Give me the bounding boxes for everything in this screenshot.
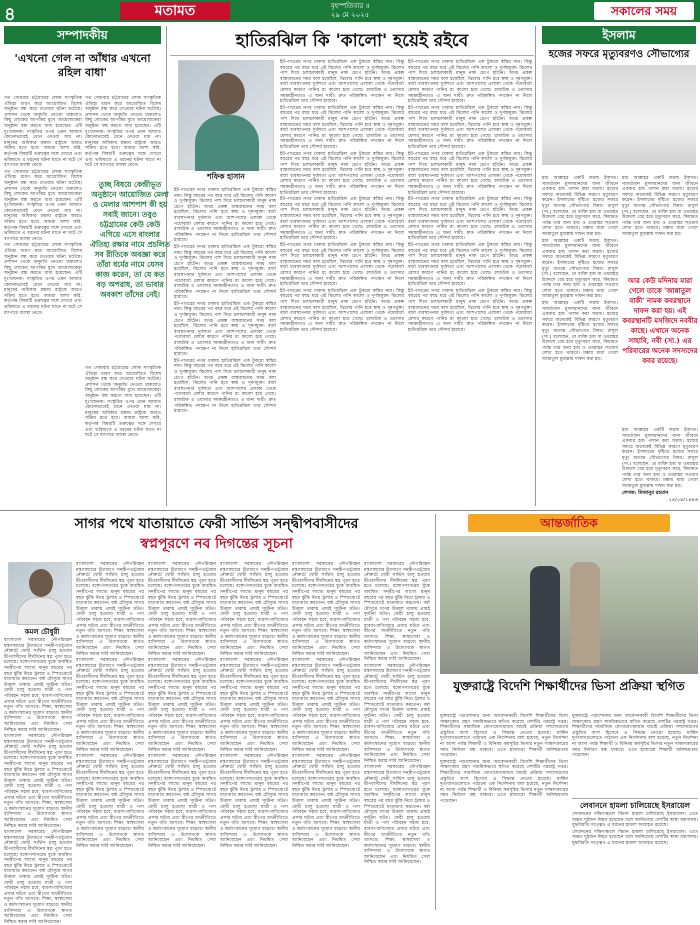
feature-text-13: ইট-পাথরের নগর ঢাকায় হাতিরঝিল এক টুকরো স্বস্তির নাম। কিন্তু বছরের পর বছর ধরে এই ঝিলের পানি কালো ও দুর্গন্ধযুক্ত। ঝিলের পাশ দিয়ে চলাচলকারী মানুষ নাক চেপে হাঁটেন। অথচ প্রকল্প বাস্তবায়নের সময় বলা হয়েছিল, ঝিলের পানি হবে স্বচ্ছ ও দূষণমুক্ত। বর্জ্য ব্যবস্থাপনার দুর্বলতা এবং আশপাশের এলাকা থেকে পয়োবর্জ্য মেশার কারণে পানির রং কালো হয়ে গেছে। রাজউক ও ওয়াসার সমন্বয়হীনতাও এ জন্য দায়ী। দ্রুত পরিকল্পিত পদক্ষেপ না নিলে হাতিরঝিল তার সৌন্দর্য হারাবে। [174,188,276,244]
ferry-text-2: বাংলাদেশ সরকারের নৌপরিবহন মন্ত্রণালয়ের উদ্যোগে সন্দ্বীপ-চট্টগ্রাম নৌরুটে ফেরী সার্ভিস চালু হওয়ায় দ্বীপবাসীদের দীর্ঘদিনের স্বপ্ন পূরণ হতে চলেছে। বঙ্গোপসাগরের বুকে অবস্থিত সন্দ্বীপের লাখো মানুষ বছরের পর বছর ঝুঁকি নিয়ে ট্রলার ও স্পিডবোটে যাতায়াত করতেন। বর্ষা মৌসুমে সাগর উত্তাল থাকায় প্রায়ই দুর্ঘটনা ঘটত। ফেরী চালু হওয়ায় যাত্রী ও পণ্য পরিবহন সহজ হবে, ব্যবসা-বাণিজ্যের প্রসার ঘটবে এবং দ্বীপের অর্থনীতিতে নতুন গতি আসবে। শিক্ষা, স্বাস্থ্যসেবা ও কর্মসংস্থানের সুযোগ বাড়বে। স্থানীয় বাসিন্দারা এ উদ্যোগকে স্বাগত জানিয়েছেন এবং নিয়মিত সেবা নিশ্চিত করার দাবি জানিয়েছেন। [4,734,72,829]
feature-text-16: ইট-পাথরের নগর ঢাকায় হাতিরঝিল এক টুকরো স্বস্তির নাম। কিন্তু বছরের পর বছর ধরে এই ঝিলের পানি কালো ও দুর্গন্ধযুক্ত। ঝিলের পাশ দিয়ে চলাচলকারী মানুষ নাক চেপে হাঁটেন। অথচ প্রকল্প বাস্তবায়নের সময় বলা হয়েছিল, ঝিলের পানি হবে স্বচ্ছ ও দূষণমুক্ত। বর্জ্য ব্যবস্থাপনার দুর্বলতা এবং আশপাশের এলাকা থেকে পয়োবর্জ্য মেশার কারণে পানির রং কালো হয়ে গেছে। রাজউক ও ওয়াসার সমন্বয়হীনতাও এ জন্য দায়ী। দ্রুত পরিকল্পিত পদক্ষেপ না নিলে হাতিরঝিল তার সৌন্দর্য হারাবে। [174,358,276,415]
editorial-body-left [4,96,82,504]
international-headline: যুক্তরাষ্ট্রে বিদেশি শিক্ষার্থীদের ভিসা প্রক্রিয়া স্থগিত [453,679,685,693]
feature-text-12: ইট-পাথরের নগর ঢাকায় হাতিরঝিল এক টুকরো স্বস্তির নাম। কিন্তু বছরের পর বছর ধরে এই ঝিলের পানি কালো ও দুর্গন্ধযুক্ত। ঝিলের পাশ দিয়ে চলাচলকারী মানুষ নাক চেপে হাঁটেন। অথচ প্রকল্প বাস্তবায়নের সময় বলা হয়েছিল, ঝিলের পানি হবে স্বচ্ছ ও দূষণমুক্ত। বর্জ্য ব্যবস্থাপনার দুর্বলতা এবং আশপাশের এলাকা থেকে পয়োবর্জ্য মেশার কারণে পানির রং কালো হয়ে গেছে। রাজউক ও ওয়াসার সমন্বয়হীনতাও এ জন্য দায়ী। দ্রুত পরিকল্পিত পদক্ষেপ না নিলে হাতিরঝিল তার সৌন্দর্য হারাবে। [408,288,532,333]
feature-text-3: ইট-পাথরের নগর ঢাকায় হাতিরঝিল এক টুকরো স্বস্তির নাম। কিন্তু বছরের পর বছর ধরে এই ঝিলের পানি কালো ও দুর্গন্ধযুক্ত। ঝিলের পাশ দিয়ে চলাচলকারী মানুষ নাক চেপে হাঁটেন। অথচ প্রকল্প বাস্তবায়নের সময় বলা হয়েছিল, ঝিলের পানি হবে স্বচ্ছ ও দূষণমুক্ত। বর্জ্য ব্যবস্থাপনার দুর্বলতা এবং আশপাশের এলাকা থেকে পয়োবর্জ্য মেশার কারণে পানির রং কালো হয়ে গেছে। রাজউক ও ওয়াসার সমন্বয়হীনতাও এ জন্য দায়ী। দ্রুত পরিকল্পিত পদক্ষেপ না নিলে হাতিরঝিল তার সৌন্দর্য হারাবে। [280,151,404,196]
islam-photo [542,65,696,165]
ferry-text-7: বাংলাদেশ সরকারের নৌপরিবহন মন্ত্রণালয়ের উদ্যোগে সন্দ্বীপ-চট্টগ্রাম নৌরুটে ফেরী সার্ভিস চালু হওয়ায় দ্বীপবাসীদের দীর্ঘদিনের স্বপ্ন পূরণ হতে চলেছে। বঙ্গোপসাগরের বুকে অবস্থিত সন্দ্বীপের লাখো মানুষ বছরের পর বছর ঝুঁকি নিয়ে ট্রলার ও স্পিডবোটে যাতায়াত করতেন। বর্ষা মৌসুমে সাগর উত্তাল থাকায় প্রায়ই দুর্ঘটনা ঘটত। ফেরী চালু হওয়ায় যাত্রী ও পণ্য পরিবহন সহজ হবে, ব্যবসা-বাণিজ্যের প্রসার ঘটবে এবং দ্বীপের অর্থনীতিতে নতুন গতি আসবে। শিক্ষা, স্বাস্থ্যসেবা ও কর্মসংস্থানের সুযোগ বাড়বে। স্থানীয় বাসিন্দারা এ উদ্যোগকে স্বাগত জানিয়েছেন এবং নিয়মিত সেবা নিশ্চিত করার দাবি জানিয়েছেন। [148,562,216,657]
international-text-1: যুক্তরাষ্ট্রে পড়াশোনার জন্য আবেদনকারী বিদেশি শিক্ষার্থীদের ভিসা সাক্ষাৎকার গ্রহণ সাময়িকভাবে স্থগিত করেছে দেশটির পররাষ্ট্র দপ্তর। শিক্ষার্থীদের সামাজিক যোগাযোগমাধ্যম যাচাই প্রক্রিয়া সম্প্রসারণের প্রস্তুতির অংশ হিসেবে এ সিদ্ধান্ত নেওয়া হয়েছে। মার্কিন দূতাবাসগুলোতে পাঠানো এক নির্দেশনায় বলা হয়েছে, নতুন নির্দেশনা না আসা পর্যন্ত শিক্ষার্থী ও বিনিময় কর্মসূচির ভিসার নতুন সাক্ষাৎকারের সময় নির্ধারণ বন্ধ থাকবে। এতে হাজারো শিক্ষার্থী অনিশ্চয়তায় পড়েছেন। [440,714,568,759]
author-shirt [195,115,259,171]
ferry-body-3 [220,562,288,908]
feature-body-2 [408,60,532,500]
ferry-text-11: বাংলাদেশ সরকারের নৌপরিবহন মন্ত্রণালয়ের উদ্যোগে সন্দ্বীপ-চট্টগ্রাম নৌরুটে ফেরী সার্ভিস চালু হওয়ায় দ্বীপবাসীদের দীর্ঘদিনের স্বপ্ন পূরণ হতে চলেছে। বঙ্গোপসাগরের বুকে অবস্থিত সন্দ্বীপের লাখো মানুষ বছরের পর বছর ঝুঁকি নিয়ে ট্রলার ও স্পিডবোটে যাতায়াত করতেন। বর্ষা মৌসুমে সাগর উত্তাল থাকায় প্রায়ই দুর্ঘটনা ঘটত। ফেরী চালু হওয়ায় যাত্রী ও পণ্য পরিবহন সহজ হবে, ব্যবসা-বাণিজ্যের প্রসার ঘটবে এবং দ্বীপের অর্থনীতিতে নতুন গতি আসবে। শিক্ষা, স্বাস্থ্যসেবা ও কর্মসংস্থানের সুযোগ বাড়বে। স্থানীয় বাসিন্দারা এ উদ্যোগকে স্বাগত জানিয়েছেন এবং নিয়মিত সেবা নিশ্চিত করার দাবি জানিয়েছেন। [220,658,288,753]
ferry-text-16: বাংলাদেশ সরকারের নৌপরিবহন মন্ত্রণালয়ের উদ্যোগে সন্দ্বীপ-চট্টগ্রাম নৌরুটে ফেরী সার্ভিস চালু হওয়ায় দ্বীপবাসীদের দীর্ঘদিনের স্বপ্ন পূরণ হতে চলেছে। বঙ্গোপসাগরের বুকে অবস্থিত সন্দ্বীপের লাখো মানুষ বছরের পর বছর ঝুঁকি নিয়ে ট্রলার ও স্পিডবোটে যাতায়াত করতেন। বর্ষা মৌসুমে সাগর উত্তাল থাকায় প্রায়ই দুর্ঘটনা ঘটত। ফেরী চালু হওয়ায় যাত্রী ও পণ্য পরিবহন সহজ হবে, ব্যবসা-বাণিজ্যের প্রসার ঘটবে এবং দ্বীপের অর্থনীতিতে নতুন গতি আসবে। শিক্ষা, স্বাস্থ্যসেবা ও কর্মসংস্থানের সুযোগ বাড়বে। স্থানীয় বাসিন্দারা এ উদ্যোগকে স্বাগত জানিয়েছেন এবং নিয়মিত সেবা নিশ্চিত করার দাবি জানিয়েছেন। [364,562,430,663]
islam-body-3 [622,428,698,488]
mid-divider [0,510,700,511]
ferry-headline: সাগর পথে যাতায়াতে ফেরী সার্ভিস সন্দ্বীপবাসীদের [74,516,359,532]
islam-text-3: হজ আল্লাহর একটি ফরজ ইবাদত। সামর্থ্যবান মুসলমানদের জন্য জীবনে একবার হজ পালন করা ফরজ। হজের সফরে অনেকেই বিভিন্ন কারণে মৃত্যুবরণ করেন। ইসলামের দৃষ্টিতে হজের সফরে মৃত্যু অত্যন্ত সৌভাগ্যের বিষয়। রাসুল (সা.) বলেছেন, যে ব্যক্তি হজ বা ওমরাহর উদ্দেশে বের হয়ে মৃত্যুবরণ করে, কিয়ামত পর্যন্ত তার জন্য হজ ও ওমরাহর সওয়াব লেখা হতে থাকবে। মক্কায় মারা গেলে জান্নাতুল মুয়াল্লায় দাফন করা হয়। [542,301,618,362]
islam-text-1: হজ আল্লাহর একটি ফরজ ইবাদত। সামর্থ্যবান মুসলমানদের জন্য জীবনে একবার হজ পালন করা ফরজ। হজের সফরে অনেকেই বিভিন্ন কারণে মৃত্যুবরণ করেন। ইসলামের দৃষ্টিতে হজের সফরে মৃত্যু অত্যন্ত সৌভাগ্যের বিষয়। রাসুল (সা.) বলেছেন, যে ব্যক্তি হজ বা ওমরাহর উদ্দেশে বের হয়ে মৃত্যুবরণ করে, কিয়ামত পর্যন্ত তার জন্য হজ ও ওমরাহর সওয়াব লেখা হতে থাকবে। মক্কায় মারা গেলে জান্নাতুল মুয়াল্লায় দাফন করা হয়। [542,176,618,237]
editorial-body-text-4: গত সোমবার চট্টগ্রামের লোক সাংস্কৃতিক ঐতিহ্য ধারণ করে আয়োজিত বিশেষ অনুষ্ঠান বন্ধ করে দেওয়ার ঘটনা ঘটেছে। প্রশাসন থেকে অনুমতি নেওয়া থাকলেও কিছু লোকের আপত্তির মুখে আয়োজকেরা অনুষ্ঠান বন্ধ করতে বাধ্য হয়েছেন। এটি দুঃখজনক। সংস্কৃতির ওপর এমন আঘাত কোনোভাবেই মেনে নেওয়া যায় না। মানুষের অধিকার রক্ষায় রাষ্ট্রকে আরও সক্রিয় হতে হবে। আমরা আশা করি, কর্তৃপক্ষ বিষয়টি গুরুত্বের সঙ্গে দেখবে এবং ভবিষ্যতে এ ধরনের ঘটনা যাতে না ঘটে সে ব্যাপারে ব্যবস্থা নেবে। [85,96,161,169]
editorial-body-right-bottom [85,366,161,504]
ferry-author-shirt [17,597,65,625]
islam-date: ২৪/০৪/১৪৪৬ [668,497,698,503]
ferry-text-1: বাংলাদেশ সরকারের নৌপরিবহন মন্ত্রণালয়ের উদ্যোগে সন্দ্বীপ-চট্টগ্রাম নৌরুটে ফেরী সার্ভিস চালু হওয়ায় দ্বীপবাসীদের দীর্ঘদিনের স্বপ্ন পূরণ হতে চলেছে। বঙ্গোপসাগরের বুকে অবস্থিত সন্দ্বীপের লাখো মানুষ বছরের পর বছর ঝুঁকি নিয়ে ট্রলার ও স্পিডবোটে যাতায়াত করতেন। বর্ষা মৌসুমে সাগর উত্তাল থাকায় প্রায়ই দুর্ঘটনা ঘটত। ফেরী চালু হওয়ায় যাত্রী ও পণ্য পরিবহন সহজ হবে, ব্যবসা-বাণিজ্যের প্রসার ঘটবে এবং দ্বীপের অর্থনীতিতে নতুন গতি আসবে। শিক্ষা, স্বাস্থ্যসেবা ও কর্মসংস্থানের সুযোগ বাড়বে। স্থানীয় বাসিন্দারা এ উদ্যোগকে স্বাগত জানিয়েছেন এবং নিয়মিত সেবা নিশ্চিত করার দাবি জানিয়েছেন। [4,638,72,733]
international-body-1 [440,714,568,908]
ferry-author: কমল চৌধুরী [24,627,60,636]
ferry-author-photo [8,562,72,624]
international-sub-text-2: লেবাননের দক্ষিণাঞ্চলে বিমান হামলা চালিয়েছে ইসরায়েল। এতে অন্তত দুইজন নিহত হয়েছেন বলে জানিয়েছে দেশটির স্বাস্থ্য মন্ত্রণালয়। যুদ্ধবিরতি সত্ত্বেও এ ধরনের হামলা অব্যাহত রয়েছে। [572,829,698,846]
ferry-body-2 [148,562,216,908]
ferry-text-4: বাংলাদেশ সরকারের নৌপরিবহন মন্ত্রণালয়ের উদ্যোগে সন্দ্বীপ-চট্টগ্রাম নৌরুটে ফেরী সার্ভিস চালু হওয়ায় দ্বীপবাসীদের দীর্ঘদিনের স্বপ্ন পূরণ হতে চলেছে। বঙ্গোপসাগরের বুকে অবস্থিত সন্দ্বীপের লাখো মানুষ বছরের পর বছর ঝুঁকি নিয়ে ট্রলার ও স্পিডবোটে যাতায়াত করতেন। বর্ষা মৌসুমে সাগর উত্তাল থাকায় প্রায়ই দুর্ঘটনা ঘটত। ফেরী চালু হওয়ায় যাত্রী ও পণ্য পরিবহন সহজ হবে, ব্যবসা-বাণিজ্যের প্রসার ঘটবে এবং দ্বীপের অর্থনীতিতে নতুন গতি আসবে। শিক্ষা, স্বাস্থ্যসেবা ও কর্মসংস্থানের সুযোগ বাড়বে। স্থানীয় বাসিন্দারা এ উদ্যোগকে স্বাগত জানিয়েছেন এবং নিয়মিত সেবা নিশ্চিত করার দাবি জানিয়েছেন। [76,562,144,657]
feature-text-2: ইট-পাথরের নগর ঢাকায় হাতিরঝিল এক টুকরো স্বস্তির নাম। কিন্তু বছরের পর বছর ধরে এই ঝিলের পানি কালো ও দুর্গন্ধযুক্ত। ঝিলের পাশ দিয়ে চলাচলকারী মানুষ নাক চেপে হাঁটেন। অথচ প্রকল্প বাস্তবায়নের সময় বলা হয়েছিল, ঝিলের পানি হবে স্বচ্ছ ও দূষণমুক্ত। বর্জ্য ব্যবস্থাপনার দুর্বলতা এবং আশপাশের এলাকা থেকে পয়োবর্জ্য মেশার কারণে পানির রং কালো হয়ে গেছে। রাজউক ও ওয়াসার সমন্বয়হীনতাও এ জন্য দায়ী। দ্রুত পরিকল্পিত পদক্ষেপ না নিলে হাতিরঝিল তার সৌন্দর্য হারাবে। [280,105,404,150]
feature-author: শফিক হাসান [207,172,245,181]
feature-text-5: ইট-পাথরের নগর ঢাকায় হাতিরঝিল এক টুকরো স্বস্তির নাম। কিন্তু বছরের পর বছর ধরে এই ঝিলের পানি কালো ও দুর্গন্ধযুক্ত। ঝিলের পাশ দিয়ে চলাচলকারী মানুষ নাক চেপে হাঁটেন। অথচ প্রকল্প বাস্তবায়নের সময় বলা হয়েছিল, ঝিলের পানি হবে স্বচ্ছ ও দূষণমুক্ত। বর্জ্য ব্যবস্থাপনার দুর্বলতা এবং আশপাশের এলাকা থেকে পয়োবর্জ্য মেশার কারণে পানির রং কালো হয়ে গেছে। রাজউক ও ওয়াসার সমন্বয়হীনতাও এ জন্য দায়ী। দ্রুত পরিকল্পিত পদক্ষেপ না নিলে হাতিরঝিল তার সৌন্দর্য হারাবে। [280,243,404,288]
editorial-body-text-2: গত সোমবার চট্টগ্রামের লোক সাংস্কৃতিক ঐতিহ্য ধারণ করে আয়োজিত বিশেষ অনুষ্ঠান বন্ধ করে দেওয়ার ঘটনা ঘটেছে। প্রশাসন থেকে অনুমতি নেওয়া থাকলেও কিছু লোকের আপত্তির মুখে আয়োজকেরা অনুষ্ঠান বন্ধ করতে বাধ্য হয়েছেন। এটি দুঃখজনক। সংস্কৃতির ওপর এমন আঘাত কোনোভাবেই মেনে নেওয়া যায় না। মানুষের অধিকার রক্ষায় রাষ্ট্রকে আরও সক্রিয় হতে হবে। আমরা আশা করি, কর্তৃপক্ষ বিষয়টি গুরুত্বের সঙ্গে দেখবে এবং ভবিষ্যতে এ ধরনের ঘটনা যাতে না ঘটে সে ব্যাপারে ব্যবস্থা নেবে। [4,169,82,242]
divider-ferry [435,514,436,910]
islam-section [538,26,700,506]
ferry-subheadline: স্বপ্নপূরণে নব দিগন্তের সূচনা [140,536,293,552]
page-number: ৪ [4,4,16,25]
feature-body-0 [174,188,276,500]
international-text-2: যুক্তরাষ্ট্রে পড়াশোনার জন্য আবেদনকারী বিদেশি শিক্ষার্থীদের ভিসা সাক্ষাৎকার গ্রহণ সাময়িকভাবে স্থগিত করেছে দেশটির পররাষ্ট্র দপ্তর। শিক্ষার্থীদের সামাজিক যোগাযোগমাধ্যম যাচাই প্রক্রিয়া সম্প্রসারণের প্রস্তুতির অংশ হিসেবে এ সিদ্ধান্ত নেওয়া হয়েছে। মার্কিন দূতাবাসগুলোতে পাঠানো এক নির্দেশনায় বলা হয়েছে, নতুন নির্দেশনা না আসা পর্যন্ত শিক্ষার্থী ও বিনিময় কর্মসূচির ভিসার নতুন সাক্ষাৎকারের সময় নির্ধারণ বন্ধ থাকবে। এতে হাজারো শিক্ষার্থী অনিশ্চয়তায় পড়েছেন। [440,759,568,804]
editorial-pull-quote-box [90,180,170,350]
masthead-logo [594,2,694,20]
ferry-body-0 [4,638,72,925]
editorial-headline: 'এখনো গেল না আঁধার এখনো রহিল বাধা' [14,52,151,79]
ferry-text-15: বাংলাদেশ সরকারের নৌপরিবহন মন্ত্রণালয়ের উদ্যোগে সন্দ্বীপ-চট্টগ্রাম নৌরুটে ফেরী সার্ভিস চালু হওয়ায় দ্বীপবাসীদের দীর্ঘদিনের স্বপ্ন পূরণ হতে চলেছে। বঙ্গোপসাগরের বুকে অবস্থিত সন্দ্বীপের লাখো মানুষ বছরের পর বছর ঝুঁকি নিয়ে ট্রলার ও স্পিডবোটে যাতায়াত করতেন। বর্ষা মৌসুমে সাগর উত্তাল থাকায় প্রায়ই দুর্ঘটনা ঘটত। ফেরী চালু হওয়ায় যাত্রী ও পণ্য পরিবহন সহজ হবে, ব্যবসা-বাণিজ্যের প্রসার ঘটবে এবং দ্বীপের অর্থনীতিতে নতুন গতি আসবে। শিক্ষা, স্বাস্থ্যসেবা ও কর্মসংস্থানের সুযোগ বাড়বে। স্থানীয় বাসিন্দারা এ উদ্যোগকে স্বাগত জানিয়েছেন এবং নিয়মিত সেবা নিশ্চিত করার দাবি জানিয়েছেন। [292,754,360,849]
ferry-body-4 [292,562,360,908]
editorial-body-text-5: গত সোমবার চট্টগ্রামের লোক সাংস্কৃতিক ঐতিহ্য ধারণ করে আয়োজিত বিশেষ অনুষ্ঠান বন্ধ করে দেওয়ার ঘটনা ঘটেছে। প্রশাসন থেকে অনুমতি নেওয়া থাকলেও কিছু লোকের আপত্তির মুখে আয়োজকেরা অনুষ্ঠান বন্ধ করতে বাধ্য হয়েছেন। এটি দুঃখজনক। সংস্কৃতির ওপর এমন আঘাত কোনোভাবেই মেনে নেওয়া যায় না। মানুষের অধিকার রক্ষায় রাষ্ট্রকে আরও সক্রিয় হতে হবে। আমরা আশা করি, কর্তৃপক্ষ বিষয়টি গুরুত্বের সঙ্গে দেখবে এবং ভবিষ্যতে এ ধরনের ঘটনা যাতে না ঘটে সে ব্যাপারে ব্যবস্থা নেবে। [85,366,161,439]
ferry-text-8: বাংলাদেশ সরকারের নৌপরিবহন মন্ত্রণালয়ের উদ্যোগে সন্দ্বীপ-চট্টগ্রাম নৌরুটে ফেরী সার্ভিস চালু হওয়ায় দ্বীপবাসীদের দীর্ঘদিনের স্বপ্ন পূরণ হতে চলেছে। বঙ্গোপসাগরের বুকে অবস্থিত সন্দ্বীপের লাখো মানুষ বছরের পর বছর ঝুঁকি নিয়ে ট্রলার ও স্পিডবোটে যাতায়াত করতেন। বর্ষা মৌসুমে সাগর উত্তাল থাকায় প্রায়ই দুর্ঘটনা ঘটত। ফেরী চালু হওয়ায় যাত্রী ও পণ্য পরিবহন সহজ হবে, ব্যবসা-বাণিজ্যের প্রসার ঘটবে এবং দ্বীপের অর্থনীতিতে নতুন গতি আসবে। শিক্ষা, স্বাস্থ্যসেবা ও কর্মসংস্থানের সুযোগ বাড়বে। স্থানীয় বাসিন্দারা এ উদ্যোগকে স্বাগত জানিয়েছেন এবং নিয়মিত সেবা নিশ্চিত করার দাবি জানিয়েছেন। [148,658,216,753]
international-title: আন্তর্জাতিক [540,516,598,530]
islam-pull-quote [622,276,698,426]
islam-text-2: হজ আল্লাহর একটি ফরজ ইবাদত। সামর্থ্যবান মুসলমানদের জন্য জীবনে একবার হজ পালন করা ফরজ। হজের সফরে অনেকেই বিভিন্ন কারণে মৃত্যুবরণ করেন। ইসলামের দৃষ্টিতে হজের সফরে মৃত্যু অত্যন্ত সৌভাগ্যের বিষয়। রাসুল (সা.) বলেছেন, যে ব্যক্তি হজ বা ওমরাহর উদ্দেশে বের হয়ে মৃত্যুবরণ করে, কিয়ামত পর্যন্ত তার জন্য হজ ও ওমরাহর সওয়াব লেখা হতে থাকবে। মক্কায় মারা গেলে জান্নাতুল মুয়াল্লায় দাফন করা হয়। [542,238,618,300]
ferry-author-face [29,569,53,597]
ferry-text-6: বাংলাদেশ সরকারের নৌপরিবহন মন্ত্রণালয়ের উদ্যোগে সন্দ্বীপ-চট্টগ্রাম নৌরুটে ফেরী সার্ভিস চালু হওয়ায় দ্বীপবাসীদের দীর্ঘদিনের স্বপ্ন পূরণ হতে চলেছে। বঙ্গোপসাগরের বুকে অবস্থিত সন্দ্বীপের লাখো মানুষ বছরের পর বছর ঝুঁকি নিয়ে ট্রলার ও স্পিডবোটে যাতায়াত করতেন। বর্ষা মৌসুমে সাগর উত্তাল থাকায় প্রায়ই দুর্ঘটনা ঘটত। ফেরী চালু হওয়ায় যাত্রী ও পণ্য পরিবহন সহজ হবে, ব্যবসা-বাণিজ্যের প্রসার ঘটবে এবং দ্বীপের অর্থনীতিতে নতুন গতি আসবে। শিক্ষা, স্বাস্থ্যসেবা ও কর্মসংস্থানের সুযোগ বাড়বে। স্থানীয় বাসিন্দারা এ উদ্যোগকে স্বাগত জানিয়েছেন এবং নিয়মিত সেবা নিশ্চিত করার দাবি জানিয়েছেন। [76,754,144,849]
divider-feature [535,26,536,506]
ferry-body-5 [364,562,430,908]
ferry-text-12: বাংলাদেশ সরকারের নৌপরিবহন মন্ত্রণালয়ের উদ্যোগে সন্দ্বীপ-চট্টগ্রাম নৌরুটে ফেরী সার্ভিস চালু হওয়ায় দ্বীপবাসীদের দীর্ঘদিনের স্বপ্ন পূরণ হতে চলেছে। বঙ্গোপসাগরের বুকে অবস্থিত সন্দ্বীপের লাখো মানুষ বছরের পর বছর ঝুঁকি নিয়ে ট্রলার ও স্পিডবোটে যাতায়াত করতেন। বর্ষা মৌসুমে সাগর উত্তাল থাকায় প্রায়ই দুর্ঘটনা ঘটত। ফেরী চালু হওয়ায় যাত্রী ও পণ্য পরিবহন সহজ হবে, ব্যবসা-বাণিজ্যের প্রসার ঘটবে এবং দ্বীপের অর্থনীতিতে নতুন গতি আসবে। শিক্ষা, স্বাস্থ্যসেবা ও কর্মসংস্থানের সুযোগ বাড়বে। স্থানীয় বাসিন্দারা এ উদ্যোগকে স্বাগত জানিয়েছেন এবং নিয়মিত সেবা নিশ্চিত করার দাবি জানিয়েছেন। [220,754,288,849]
ferry-section [0,514,433,925]
editorial-title-bar [4,26,161,44]
international-sub-text-1: লেবাননের দক্ষিণাঞ্চলে বিমান হামলা চালিয়েছে ইসরায়েল। এতে অন্তত দুইজন নিহত হয়েছেন বলে জানিয়েছে দেশটির স্বাস্থ্য মন্ত্রণালয়। যুদ্ধবিরতি সত্ত্বেও এ ধরনের হামলা অব্যাহত রয়েছে। [572,812,698,829]
islam-body-2 [622,176,698,276]
editorial-title: সম্পাদকীয় [57,28,108,42]
islam-title: ইসলাম [602,28,636,42]
feature-text-14: ইট-পাথরের নগর ঢাকায় হাতিরঝিল এক টুকরো স্বস্তির নাম। কিন্তু বছরের পর বছর ধরে এই ঝিলের পানি কালো ও দুর্গন্ধযুক্ত। ঝিলের পাশ দিয়ে চলাচলকারী মানুষ নাক চেপে হাঁটেন। অথচ প্রকল্প বাস্তবায়নের সময় বলা হয়েছিল, ঝিলের পানি হবে স্বচ্ছ ও দূষণমুক্ত। বর্জ্য ব্যবস্থাপনার দুর্বলতা এবং আশপাশের এলাকা থেকে পয়োবর্জ্য মেশার কারণে পানির রং কালো হয়ে গেছে। রাজউক ও ওয়াসার সমন্বয়হীনতাও এ জন্য দায়ী। দ্রুত পরিকল্পিত পদক্ষেপ না নিলে হাতিরঝিল তার সৌন্দর্য হারাবে। [174,244,276,301]
feature-text-8: ইট-পাথরের নগর ঢাকায় হাতিরঝিল এক টুকরো স্বস্তির নাম। কিন্তু বছরের পর বছর ধরে এই ঝিলের পানি কালো ও দুর্গন্ধযুক্ত। ঝিলের পাশ দিয়ে চলাচলকারী মানুষ নাক চেপে হাঁটেন। অথচ প্রকল্প বাস্তবায়নের সময় বলা হয়েছিল, ঝিলের পানি হবে স্বচ্ছ ও দূষণমুক্ত। বর্জ্য ব্যবস্থাপনার দুর্বলতা এবং আশপাশের এলাকা থেকে পয়োবর্জ্য মেশার কারণে পানির রং কালো হয়ে গেছে। রাজউক ও ওয়াসার সমন্বয়হীনতাও এ জন্য দায়ী। দ্রুত পরিকল্পিত পদক্ষেপ না নিলে হাতিরঝিল তার সৌন্দর্য হারাবে। [408,105,532,150]
ferry-text-5: বাংলাদেশ সরকারের নৌপরিবহন মন্ত্রণালয়ের উদ্যোগে সন্দ্বীপ-চট্টগ্রাম নৌরুটে ফেরী সার্ভিস চালু হওয়ায় দ্বীপবাসীদের দীর্ঘদিনের স্বপ্ন পূরণ হতে চলেছে। বঙ্গোপসাগরের বুকে অবস্থিত সন্দ্বীপের লাখো মানুষ বছরের পর বছর ঝুঁকি নিয়ে ট্রলার ও স্পিডবোটে যাতায়াত করতেন। বর্ষা মৌসুমে সাগর উত্তাল থাকায় প্রায়ই দুর্ঘটনা ঘটত। ফেরী চালু হওয়ায় যাত্রী ও পণ্য পরিবহন সহজ হবে, ব্যবসা-বাণিজ্যের প্রসার ঘটবে এবং দ্বীপের অর্থনীতিতে নতুন গতি আসবে। শিক্ষা, স্বাস্থ্যসেবা ও কর্মসংস্থানের সুযোগ বাড়বে। স্থানীয় বাসিন্দারা এ উদ্যোগকে স্বাগত জানিয়েছেন এবং নিয়মিত সেবা নিশ্চিত করার দাবি জানিয়েছেন। [76,658,144,753]
feature-text-6: ইট-পাথরের নগর ঢাকায় হাতিরঝিল এক টুকরো স্বস্তির নাম। কিন্তু বছরের পর বছর ধরে এই ঝিলের পানি কালো ও দুর্গন্ধযুক্ত। ঝিলের পাশ দিয়ে চলাচলকারী মানুষ নাক চেপে হাঁটেন। অথচ প্রকল্প বাস্তবায়নের সময় বলা হয়েছিল, ঝিলের পানি হবে স্বচ্ছ ও দূষণমুক্ত। বর্জ্য ব্যবস্থাপনার দুর্বলতা এবং আশপাশের এলাকা থেকে পয়োবর্জ্য মেশার কারণে পানির রং কালো হয়ে গেছে। রাজউক ও ওয়াসার সমন্বয়হীনতাও এ জন্য দায়ী। দ্রুত পরিকল্পিত পদক্ষেপ না নিলে হাতিরঝিল তার সৌন্দর্য হারাবে। [280,288,404,333]
feature-text-15: ইট-পাথরের নগর ঢাকায় হাতিরঝিল এক টুকরো স্বস্তির নাম। কিন্তু বছরের পর বছর ধরে এই ঝিলের পানি কালো ও দুর্গন্ধযুক্ত। ঝিলের পাশ দিয়ে চলাচলকারী মানুষ নাক চেপে হাঁটেন। অথচ প্রকল্প বাস্তবায়নের সময় বলা হয়েছিল, ঝিলের পানি হবে স্বচ্ছ ও দূষণমুক্ত। বর্জ্য ব্যবস্থাপনার দুর্বলতা এবং আশপাশের এলাকা থেকে পয়োবর্জ্য মেশার কারণে পানির রং কালো হয়ে গেছে। রাজউক ও ওয়াসার সমন্বয়হীনতাও এ জন্য দায়ী। দ্রুত পরিকল্পিত পদক্ষেপ না নিলে হাতিরঝিল তার সৌন্দর্য হারাবে। [174,301,276,358]
islam-text-4: হজ আল্লাহর একটি ফরজ ইবাদত। সামর্থ্যবান মুসলমানদের জন্য জীবনে একবার হজ পালন করা ফরজ। হজের সফরে অনেকেই বিভিন্ন কারণে মৃত্যুবরণ করেন। ইসলামের দৃষ্টিতে হজের সফরে মৃত্যু অত্যন্ত সৌভাগ্যের বিষয়। রাসুল (সা.) বলেছেন, যে ব্যক্তি হজ বা ওমরাহর উদ্দেশে বের হয়ে মৃত্যুবরণ করে, কিয়ামত পর্যন্ত তার জন্য হজ ও ওমরাহর সওয়াব লেখা হতে থাকবে। মক্কায় মারা গেলে জান্নাতুল মুয়াল্লায় দাফন করা হয়। [622,176,698,237]
editorial-body-text-3: গত সোমবার চট্টগ্রামের লোক সাংস্কৃতিক ঐতিহ্য ধারণ করে আয়োজিত বিশেষ অনুষ্ঠান বন্ধ করে দেওয়ার ঘটনা ঘটেছে। প্রশাসন থেকে অনুমতি নেওয়া থাকলেও কিছু লোকের আপত্তির মুখে আয়োজকেরা অনুষ্ঠান বন্ধ করতে বাধ্য হয়েছেন। এটি দুঃখজনক। সংস্কৃতির ওপর এমন আঘাত কোনোভাবেই মেনে নেওয়া যায় না। মানুষের অধিকার রক্ষায় রাষ্ট্রকে আরও সক্রিয় হতে হবে। আমরা আশা করি, কর্তৃপক্ষ বিষয়টি গুরুত্বের সঙ্গে দেখবে এবং ভবিষ্যতে এ ধরনের ঘটনা যাতে না ঘটে সে ব্যাপারে ব্যবস্থা নেবে। [4,243,82,316]
ferry-body-1 [76,562,144,908]
feature-text-9: ইট-পাথরের নগর ঢাকায় হাতিরঝিল এক টুকরো স্বস্তির নাম। কিন্তু বছরের পর বছর ধরে এই ঝিলের পানি কালো ও দুর্গন্ধযুক্ত। ঝিলের পাশ দিয়ে চলাচলকারী মানুষ নাক চেপে হাঁটেন। অথচ প্রকল্প বাস্তবায়নের সময় বলা হয়েছিল, ঝিলের পানি হবে স্বচ্ছ ও দূষণমুক্ত। বর্জ্য ব্যবস্থাপনার দুর্বলতা এবং আশপাশের এলাকা থেকে পয়োবর্জ্য মেশার কারণে পানির রং কালো হয়ে গেছে। রাজউক ও ওয়াসার সমন্বয়হীনতাও এ জন্য দায়ী। দ্রুত পরিকল্পিত পদক্ষেপ না নিলে হাতিরঝিল তার সৌন্দর্য হারাবে। [408,151,532,196]
islam-text-5: হজ আল্লাহর একটি ফরজ ইবাদত। সামর্থ্যবান মুসলমানদের জন্য জীবনে একবার হজ পালন করা ফরজ। হজের সফরে অনেকেই বিভিন্ন কারণে মৃত্যুবরণ করেন। ইসলামের দৃষ্টিতে হজের সফরে মৃত্যু অত্যন্ত সৌভাগ্যের বিষয়। রাসুল (সা.) বলেছেন, যে ব্যক্তি হজ বা ওমরাহর উদ্দেশে বের হয়ে মৃত্যুবরণ করে, কিয়ামত পর্যন্ত তার জন্য হজ ও ওমরাহর সওয়াব লেখা হতে থাকবে। মক্কায় মারা গেলে জান্নাতুল মুয়াল্লায় দাফন করা হয়। [622,428,698,489]
islam-title-bar [542,26,696,44]
international-sub-body [572,812,698,908]
ferry-text-13: বাংলাদেশ সরকারের নৌপরিবহন মন্ত্রণালয়ের উদ্যোগে সন্দ্বীপ-চট্টগ্রাম নৌরুটে ফেরী সার্ভিস চালু হওয়ায় দ্বীপবাসীদের দীর্ঘদিনের স্বপ্ন পূরণ হতে চলেছে। বঙ্গোপসাগরের বুকে অবস্থিত সন্দ্বীপের লাখো মানুষ বছরের পর বছর ঝুঁকি নিয়ে ট্রলার ও স্পিডবোটে যাতায়াত করতেন। বর্ষা মৌসুমে সাগর উত্তাল থাকায় প্রায়ই দুর্ঘটনা ঘটত। ফেরী চালু হওয়ায় যাত্রী ও পণ্য পরিবহন সহজ হবে, ব্যবসা-বাণিজ্যের প্রসার ঘটবে এবং দ্বীপের অর্থনীতিতে নতুন গতি আসবে। শিক্ষা, স্বাস্থ্যসেবা ও কর্মসংস্থানের সুযোগ বাড়বে। স্থানীয় বাসিন্দারা এ উদ্যোগকে স্বাগত জানিয়েছেন এবং নিয়মিত সেবা নিশ্চিত করার দাবি জানিয়েছেন। [292,562,360,657]
ferry-text-18: বাংলাদেশ সরকারের নৌপরিবহন মন্ত্রণালয়ের উদ্যোগে সন্দ্বীপ-চট্টগ্রাম নৌরুটে ফেরী সার্ভিস চালু হওয়ায় দ্বীপবাসীদের দীর্ঘদিনের স্বপ্ন পূরণ হতে চলেছে। বঙ্গোপসাগরের বুকে অবস্থিত সন্দ্বীপের লাখো মানুষ বছরের পর বছর ঝুঁকি নিয়ে ট্রলার ও স্পিডবোটে যাতায়াত করতেন। বর্ষা মৌসুমে সাগর উত্তাল থাকায় প্রায়ই দুর্ঘটনা ঘটত। ফেরী চালু হওয়ায় যাত্রী ও পণ্য পরিবহন সহজ হবে, ব্যবসা-বাণিজ্যের প্রসার ঘটবে এবং দ্বীপের অর্থনীতিতে নতুন গতি আসবে। শিক্ষা, স্বাস্থ্যসেবা ও কর্মসংস্থানের সুযোগ বাড়বে। স্থানীয় বাসিন্দারা এ উদ্যোগকে স্বাগত জানিয়েছেন এবং নিয়মিত সেবা নিশ্চিত করার দাবি জানিয়েছেন। [364,765,430,866]
editorial-body-right-top [85,96,161,186]
feature-section [170,26,534,506]
feature-body-1 [280,60,404,500]
ferry-text-10: বাংলাদেশ সরকারের নৌপরিবহন মন্ত্রণালয়ের উদ্যোগে সন্দ্বীপ-চট্টগ্রাম নৌরুটে ফেরী সার্ভিস চালু হওয়ায় দ্বীপবাসীদের দীর্ঘদিনের স্বপ্ন পূরণ হতে চলেছে। বঙ্গোপসাগরের বুকে অবস্থিত সন্দ্বীপের লাখো মানুষ বছরের পর বছর ঝুঁকি নিয়ে ট্রলার ও স্পিডবোটে যাতায়াত করতেন। বর্ষা মৌসুমে সাগর উত্তাল থাকায় প্রায়ই দুর্ঘটনা ঘটত। ফেরী চালু হওয়ায় যাত্রী ও পণ্য পরিবহন সহজ হবে, ব্যবসা-বাণিজ্যের প্রসার ঘটবে এবং দ্বীপের অর্থনীতিতে নতুন গতি আসবে। শিক্ষা, স্বাস্থ্যসেবা ও কর্মসংস্থানের সুযোগ বাড়বে। স্থানীয় বাসিন্দারা এ উদ্যোগকে স্বাগত জানিয়েছেন এবং নিয়মিত সেবা নিশ্চিত করার দাবি জানিয়েছেন। [220,562,288,657]
author-photo [178,60,274,170]
feature-headline: হাতিরঝিল কি 'কালো' হয়েই রইবে [170,26,534,56]
international-title-bar [468,514,670,532]
feature-text-10: ইট-পাথরের নগর ঢাকায় হাতিরঝিল এক টুকরো স্বস্তির নাম। কিন্তু বছরের পর বছর ধরে এই ঝিলের পানি কালো ও দুর্গন্ধযুক্ত। ঝিলের পাশ দিয়ে চলাচলকারী মানুষ নাক চেপে হাঁটেন। অথচ প্রকল্প বাস্তবায়নের সময় বলা হয়েছিল, ঝিলের পানি হবে স্বচ্ছ ও দূষণমুক্ত। বর্জ্য ব্যবস্থাপনার দুর্বলতা এবং আশপাশের এলাকা থেকে পয়োবর্জ্য মেশার কারণে পানির রং কালো হয়ে গেছে। রাজউক ও ওয়াসার সমন্বয়হীনতাও এ জন্য দায়ী। দ্রুত পরিকল্পিত পদক্ষেপ না নিলে হাতিরঝিল তার সৌন্দর্য হারাবে। [408,197,532,242]
editorial-body-text-1: গত সোমবার চট্টগ্রামের লোক সাংস্কৃতিক ঐতিহ্য ধারণ করে আয়োজিত বিশেষ অনুষ্ঠান বন্ধ করে দেওয়ার ঘটনা ঘটেছে। প্রশাসন থেকে অনুমতি নেওয়া থাকলেও কিছু লোকের আপত্তির মুখে আয়োজকেরা অনুষ্ঠান বন্ধ করতে বাধ্য হয়েছেন। এটি দুঃখজনক। সংস্কৃতির ওপর এমন আঘাত কোনোভাবেই মেনে নেওয়া যায় না। মানুষের অধিকার রক্ষায় রাষ্ট্রকে আরও সক্রিয় হতে হবে। আমরা আশা করি, কর্তৃপক্ষ বিষয়টি গুরুত্বের সঙ্গে দেখবে এবং ভবিষ্যতে এ ধরনের ঘটনা যাতে না ঘটে সে ব্যাপারে ব্যবস্থা নেবে। [4,96,82,169]
international-section [438,514,700,910]
ferry-text-3: বাংলাদেশ সরকারের নৌপরিবহন মন্ত্রণালয়ের উদ্যোগে সন্দ্বীপ-চট্টগ্রাম নৌরুটে ফেরী সার্ভিস চালু হওয়ায় দ্বীপবাসীদের দীর্ঘদিনের স্বপ্ন পূরণ হতে চলেছে। বঙ্গোপসাগরের বুকে অবস্থিত সন্দ্বীপের লাখো মানুষ বছরের পর বছর ঝুঁকি নিয়ে ট্রলার ও স্পিডবোটে যাতায়াত করতেন। বর্ষা মৌসুমে সাগর উত্তাল থাকায় প্রায়ই দুর্ঘটনা ঘটত। ফেরী চালু হওয়ায় যাত্রী ও পণ্য পরিবহন সহজ হবে, ব্যবসা-বাণিজ্যের প্রসার ঘটবে এবং দ্বীপের অর্থনীতিতে নতুন গতি আসবে। শিক্ষা, স্বাস্থ্যসেবা ও কর্মসংস্থানের সুযোগ বাড়বে। স্থানীয় বাসিন্দারা এ উদ্যোগকে স্বাগত জানিয়েছেন এবং নিয়মিত সেবা নিশ্চিত করার দাবি জানিয়েছেন। [4,830,72,925]
section-label [120,2,230,20]
masthead-logo-text: সকালের সময় [610,4,677,18]
ferry-text-9: বাংলাদেশ সরকারের নৌপরিবহন মন্ত্রণালয়ের উদ্যোগে সন্দ্বীপ-চট্টগ্রাম নৌরুটে ফেরী সার্ভিস চালু হওয়ায় দ্বীপবাসীদের দীর্ঘদিনের স্বপ্ন পূরণ হতে চলেছে। বঙ্গোপসাগরের বুকে অবস্থিত সন্দ্বীপের লাখো মানুষ বছরের পর বছর ঝুঁকি নিয়ে ট্রলার ও স্পিডবোটে যাতায়াত করতেন। বর্ষা মৌসুমে সাগর উত্তাল থাকায় প্রায়ই দুর্ঘটনা ঘটত। ফেরী চালু হওয়ায় যাত্রী ও পণ্য পরিবহন সহজ হবে, ব্যবসা-বাণিজ্যের প্রসার ঘটবে এবং দ্বীপের অর্থনীতিতে নতুন গতি আসবে। শিক্ষা, স্বাস্থ্যসেবা ও কর্মসংস্থানের সুযোগ বাড়বে। স্থানীয় বাসিন্দারা এ উদ্যোগকে স্বাগত জানিয়েছেন এবং নিয়মিত সেবা নিশ্চিত করার দাবি জানিয়েছেন। [148,754,216,849]
date-day: বৃহস্পতিবার ॥ [330,2,370,10]
islam-pull-quote-text: আর কেউ মদিনায় মারা গেলে তাকে 'জান্নাতুল বাকী' নামক কবরস্থানে দাফন করা হয়। এই কবরস্থানটি মসজিদে নববীর কাছে। এখানে অনেক সাহাবি, নবী (সা.) এর পরিবারের অনেক সদস্যদের কবর রয়েছে। [622,276,698,365]
date-line [305,2,395,20]
author-face [209,73,245,115]
student-figure-2 [570,562,600,666]
islam-body-1 [542,176,618,502]
international-subhead: লেবাননে হামলা চালিয়েছে ইসরায়েল [572,798,698,813]
feature-text-1: ইট-পাথরের নগর ঢাকায় হাতিরঝিল এক টুকরো স্বস্তির নাম। কিন্তু বছরের পর বছর ধরে এই ঝিলের পানি কালো ও দুর্গন্ধযুক্ত। ঝিলের পাশ দিয়ে চলাচলকারী মানুষ নাক চেপে হাঁটেন। অথচ প্রকল্প বাস্তবায়নের সময় বলা হয়েছিল, ঝিলের পানি হবে স্বচ্ছ ও দূষণমুক্ত। বর্জ্য ব্যবস্থাপনার দুর্বলতা এবং আশপাশের এলাকা থেকে পয়োবর্জ্য মেশার কারণে পানির রং কালো হয়ে গেছে। রাজউক ও ওয়াসার সমন্বয়হীনতাও এ জন্য দায়ী। দ্রুত পরিকল্পিত পদক্ষেপ না নিলে হাতিরঝিল তার সৌন্দর্য হারাবে। [280,60,404,105]
student-figure-1 [530,566,560,666]
islam-writer: লেখক: মিজানুর রহমান [622,490,669,496]
international-body-2 [572,714,698,794]
islam-headline: হজের সফরে মৃত্যুবরণও সৌভাগ্যের [548,49,690,60]
feature-text-7: ইট-পাথরের নগর ঢাকায় হাতিরঝিল এক টুকরো স্বস্তির নাম। কিন্তু বছরের পর বছর ধরে এই ঝিলের পানি কালো ও দুর্গন্ধযুক্ত। ঝিলের পাশ দিয়ে চলাচলকারী মানুষ নাক চেপে হাঁটেন। অথচ প্রকল্প বাস্তবায়নের সময় বলা হয়েছিল, ঝিলের পানি হবে স্বচ্ছ ও দূষণমুক্ত। বর্জ্য ব্যবস্থাপনার দুর্বলতা এবং আশপাশের এলাকা থেকে পয়োবর্জ্য মেশার কারণে পানির রং কালো হয়ে গেছে। রাজউক ও ওয়াসার সমন্বয়হীনতাও এ জন্য দায়ী। দ্রুত পরিকল্পিত পদক্ষেপ না নিলে হাতিরঝিল তার সৌন্দর্য হারাবে। [408,60,532,105]
international-photo [440,536,698,674]
feature-text-4: ইট-পাথরের নগর ঢাকায় হাতিরঝিল এক টুকরো স্বস্তির নাম। কিন্তু বছরের পর বছর ধরে এই ঝিলের পানি কালো ও দুর্গন্ধযুক্ত। ঝিলের পাশ দিয়ে চলাচলকারী মানুষ নাক চেপে হাঁটেন। অথচ প্রকল্প বাস্তবায়নের সময় বলা হয়েছিল, ঝিলের পানি হবে স্বচ্ছ ও দূষণমুক্ত। বর্জ্য ব্যবস্থাপনার দুর্বলতা এবং আশপাশের এলাকা থেকে পয়োবর্জ্য মেশার কারণে পানির রং কালো হয়ে গেছে। রাজউক ও ওয়াসার সমন্বয়হীনতাও এ জন্য দায়ী। দ্রুত পরিকল্পিত পদক্ষেপ না নিলে হাতিরঝিল তার সৌন্দর্য হারাবে। [280,197,404,242]
international-text-3: যুক্তরাষ্ট্রে পড়াশোনার জন্য আবেদনকারী বিদেশি শিক্ষার্থীদের ভিসা সাক্ষাৎকার গ্রহণ সাময়িকভাবে স্থগিত করেছে দেশটির পররাষ্ট্র দপ্তর। শিক্ষার্থীদের সামাজিক যোগাযোগমাধ্যম যাচাই প্রক্রিয়া সম্প্রসারণের প্রস্তুতির অংশ হিসেবে এ সিদ্ধান্ত নেওয়া হয়েছে। মার্কিন দূতাবাসগুলোতে পাঠানো এক নির্দেশনায় বলা হয়েছে, নতুন নির্দেশনা না আসা পর্যন্ত শিক্ষার্থী ও বিনিময় কর্মসূচির ভিসার নতুন সাক্ষাৎকারের সময় নির্ধারণ বন্ধ থাকবে। এতে হাজারো শিক্ষার্থী অনিশ্চয়তায় পড়েছেন। [572,714,698,759]
section-label-text: মতামত [154,3,196,19]
ferry-text-14: বাংলাদেশ সরকারের নৌপরিবহন মন্ত্রণালয়ের উদ্যোগে সন্দ্বীপ-চট্টগ্রাম নৌরুটে ফেরী সার্ভিস চালু হওয়ায় দ্বীপবাসীদের দীর্ঘদিনের স্বপ্ন পূরণ হতে চলেছে। বঙ্গোপসাগরের বুকে অবস্থিত সন্দ্বীপের লাখো মানুষ বছরের পর বছর ঝুঁকি নিয়ে ট্রলার ও স্পিডবোটে যাতায়াত করতেন। বর্ষা মৌসুমে সাগর উত্তাল থাকায় প্রায়ই দুর্ঘটনা ঘটত। ফেরী চালু হওয়ায় যাত্রী ও পণ্য পরিবহন সহজ হবে, ব্যবসা-বাণিজ্যের প্রসার ঘটবে এবং দ্বীপের অর্থনীতিতে নতুন গতি আসবে। শিক্ষা, স্বাস্থ্যসেবা ও কর্মসংস্থানের সুযোগ বাড়বে। স্থানীয় বাসিন্দারা এ উদ্যোগকে স্বাগত জানিয়েছেন এবং নিয়মিত সেবা নিশ্চিত করার দাবি জানিয়েছেন। [292,658,360,753]
editorial-pull-quote-text: তুচ্ছ বিষয়ে কেন্দ্রীভূত অনুষ্ঠানে আয়োজিত মেলা ও মেলার আশপাশ কী হয় সবাই জানে। তবুও চট্টগ্রামের কেউ কেউ এগিয়ে এসে বাংলার ঐতিহ্য রক্ষার নামে প্রচলিত সব রীতিকে অবজ্ঞা করে তাঁরা ধর্মের নামে যেসব কাজ করেন, তা যে কত বড় অপরাধ, তা ভাবার অবকাশ তাঁদের নেই। [90,180,170,299]
date-text: ২৯ মে ২০২৫ [330,11,370,19]
header-bar [0,0,700,25]
ferry-text-17: বাংলাদেশ সরকারের নৌপরিবহন মন্ত্রণালয়ের উদ্যোগে সন্দ্বীপ-চট্টগ্রাম নৌরুটে ফেরী সার্ভিস চালু হওয়ায় দ্বীপবাসীদের দীর্ঘদিনের স্বপ্ন পূরণ হতে চলেছে। বঙ্গোপসাগরের বুকে অবস্থিত সন্দ্বীপের লাখো মানুষ বছরের পর বছর ঝুঁকি নিয়ে ট্রলার ও স্পিডবোটে যাতায়াত করতেন। বর্ষা মৌসুমে সাগর উত্তাল থাকায় প্রায়ই দুর্ঘটনা ঘটত। ফেরী চালু হওয়ায় যাত্রী ও পণ্য পরিবহন সহজ হবে, ব্যবসা-বাণিজ্যের প্রসার ঘটবে এবং দ্বীপের অর্থনীতিতে নতুন গতি আসবে। শিক্ষা, স্বাস্থ্যসেবা ও কর্মসংস্থানের সুযোগ বাড়বে। স্থানীয় বাসিন্দারা এ উদ্যোগকে স্বাগত জানিয়েছেন এবং নিয়মিত সেবা নিশ্চিত করার দাবি জানিয়েছেন। [364,663,430,764]
feature-text-11: ইট-পাথরের নগর ঢাকায় হাতিরঝিল এক টুকরো স্বস্তির নাম। কিন্তু বছরের পর বছর ধরে এই ঝিলের পানি কালো ও দুর্গন্ধযুক্ত। ঝিলের পাশ দিয়ে চলাচলকারী মানুষ নাক চেপে হাঁটেন। অথচ প্রকল্প বাস্তবায়নের সময় বলা হয়েছিল, ঝিলের পানি হবে স্বচ্ছ ও দূষণমুক্ত। বর্জ্য ব্যবস্থাপনার দুর্বলতা এবং আশপাশের এলাকা থেকে পয়োবর্জ্য মেশার কারণে পানির রং কালো হয়ে গেছে। রাজউক ও ওয়াসার সমন্বয়হীনতাও এ জন্য দায়ী। দ্রুত পরিকল্পিত পদক্ষেপ না নিলে হাতিরঝিল তার সৌন্দর্য হারাবে। [408,243,532,288]
